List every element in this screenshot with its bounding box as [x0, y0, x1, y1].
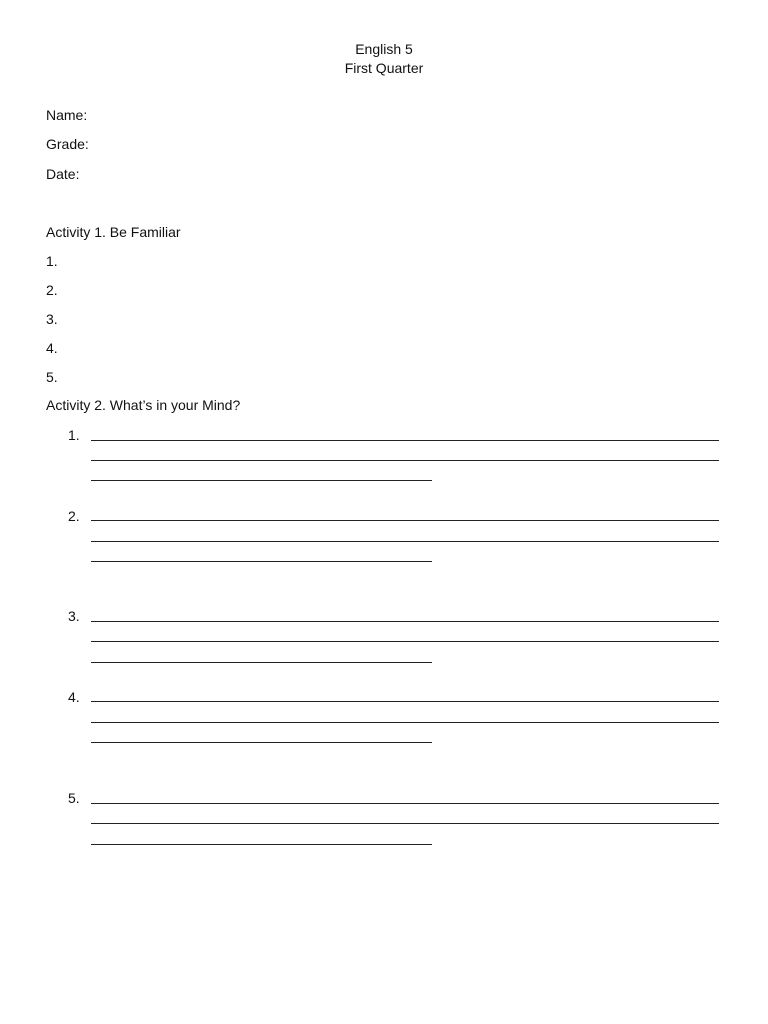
activity1-item-5: 5. — [46, 369, 58, 385]
answer-line[interactable] — [91, 803, 719, 804]
activity1-item-3: 3. — [46, 311, 58, 327]
activity2-item-4: 4. — [68, 689, 80, 705]
answer-line[interactable] — [91, 823, 719, 824]
name-label: Name: — [46, 107, 88, 123]
answer-line[interactable] — [91, 621, 719, 622]
activity1-item-4: 4. — [46, 340, 58, 356]
activity2-item-2: 2. — [68, 508, 80, 524]
answer-line[interactable] — [91, 722, 719, 723]
date-label: Date: — [46, 166, 80, 182]
activity2-item-3: 3. — [68, 608, 80, 624]
answer-line[interactable] — [91, 480, 432, 481]
subject-title: English 5 — [355, 41, 413, 57]
activity1-item-1: 1. — [46, 253, 58, 269]
answer-line[interactable] — [91, 460, 719, 461]
answer-line[interactable] — [91, 701, 719, 702]
answer-line[interactable] — [91, 440, 719, 441]
answer-line[interactable] — [91, 541, 719, 542]
grade-label: Grade: — [46, 136, 89, 152]
answer-line[interactable] — [91, 561, 432, 562]
answer-line[interactable] — [91, 662, 432, 663]
activity2-title: Activity 2. What’s in your Mind? — [46, 397, 241, 413]
answer-line[interactable] — [91, 520, 719, 521]
answer-line[interactable] — [91, 641, 719, 642]
activity2-item-5: 5. — [68, 790, 80, 806]
activity2-item-1: 1. — [68, 427, 80, 443]
activity1-item-2: 2. — [46, 282, 58, 298]
activity1-title: Activity 1. Be Familiar — [46, 224, 181, 240]
answer-line[interactable] — [91, 742, 432, 743]
answer-line[interactable] — [91, 844, 432, 845]
quarter-title: First Quarter — [344, 60, 424, 76]
